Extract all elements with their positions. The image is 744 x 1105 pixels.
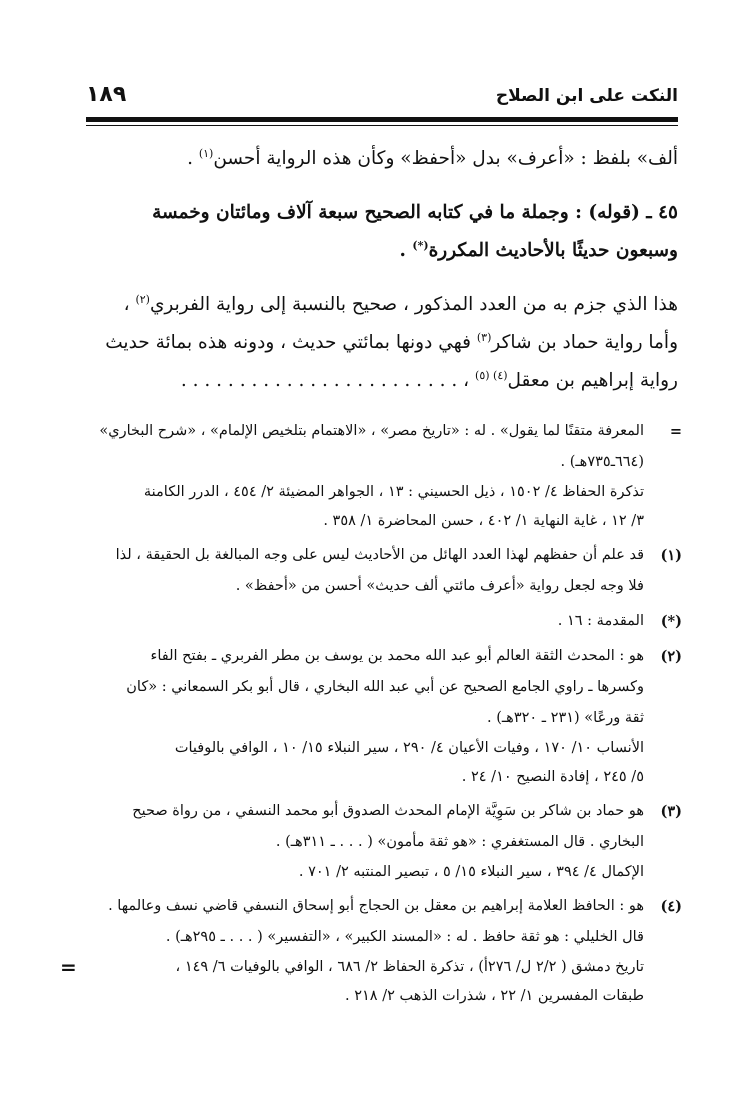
footnote-4 [66,891,682,1011]
footnote-line: قال الخليلي : هو ثقة حافظ . له : «المسند الكبير» ، «التفسير» ( . . . ـ ٢٩٥هـ) . [165,929,644,945]
page-header [86,80,678,110]
header-rule-thin [86,125,678,126]
footnote-ref: (٢) [135,292,150,306]
footnote-1 [66,540,682,602]
footnote-line: وكسرها ـ راوي الجامع الصحيح عن أبي عبد الله البخاري ، قال أبو بكر السمعاني : «كان [126,679,644,695]
continuation-mark: = [60,955,77,979]
header-rule-thick [86,117,678,122]
footnote-ref: (١) [198,146,214,160]
footnote-ref: (*) [412,238,429,252]
section-heading-line: ٤٥ ـ (قوله) : وجملة ما في كتابه الصحيح سبعة آلاف ومائتان وخمسة [152,202,678,223]
footnote-continuation [66,416,682,536]
footnote-ref: (٣) [476,330,492,344]
page-number: ١٨٩ [86,82,127,107]
continuation-marker: = [669,423,682,440]
footnote-line: هو حماد بن شاكر بن سَوِيَّة الإمام المحدث الصدوق أبو محمد النسفي ، من رواة صحيح [132,803,644,819]
footnotes-section [66,416,682,1015]
footnote-line: فلا وجه لجعل رواية «أعرف مائتي ألف حديث» أحسن من «أحفظ» . [235,578,644,594]
footnote-line: المعرفة متقنًا لما يقول» . له : «تاريخ مصر» ، «الاهتمام بتلخيص الإلمام» ، «شرح البخاري» [99,423,644,439]
footnote-marker: (*) [660,613,682,630]
footnote-line: المقدمة : ١٦ . [557,613,644,629]
footnote-marker: (١) [660,547,682,564]
footnote-reference-line: تاريخ دمشق ( ٢/٢ ل/ ٢٧٦أ) ، تذكرة الحفاظ ٢/ ٦٨٦ ، الوافي بالوفيات ٦/ ١٤٩ ، [175,959,644,975]
footnote-marker: (٣) [660,803,682,820]
footnote-reference-line: طبقات المفسرين ١/ ٢٢ ، شذرات الذهب ٢/ ٢١٨ . [345,988,644,1004]
footnote-reference-line: الإكمال ٤/ ٣٩٤ ، سير النبلاء ١٥/ ٥ ، تبصير المنتبه ٢/ ٧٠١ . [298,864,644,880]
text-line: رواية إبراهيم بن معقل$^{(٤) (٥)}$ ، . . . . . . . . . . . . . . . . . . . . . . . . [180,368,678,391]
footnote-2 [66,641,682,792]
footnote-line: هو : المحدث الثقة العالم أبو عبد الله محمد بن يوسف بن مطر الفربري ـ بفتح الفاء [150,648,644,664]
text-line: ألف» بلفظ : «أعرف» بدل «أحفظ» وكأن هذه الرواية أحسن$^{(١)}$ . [187,146,678,169]
footnote-marker: (٢) [660,648,682,665]
footnote-reference-line: ٥/ ٢٤٥ ، إفادة النصيح ١٠/ ٢٤ . [461,769,644,785]
text-line: هذا الذي جزم به من العدد المذكور ، صحيح بالنسبة إلى رواية الفربري$^{(٢)}$ ، [123,292,678,315]
footnote-line: قد علم أن حفظهم لهذا العدد الهائل من الأحاديث ليس على وجه المبالغة بل الحقيقة ، لذا [115,547,644,563]
footnote-marker: (٤) [660,898,682,915]
text-line: وأما رواية حماد بن شاكر$^{(٣)}$ فهي دونها بمائتي حديث ، ودونه هذه بمائة حديث [105,330,678,353]
footnote-ref: (٤) (٥) [475,368,508,382]
footnote-line: (٦٦٤ـ٧٣٥هـ) . [560,454,644,470]
footnote-reference-line: تذكرة الحفاظ ٤/ ١٥٠٢ ، ذيل الحسيني : ١٣ ، الجواهر المضيئة ٢/ ٤٥٤ ، الدرر الكامنة [143,484,644,500]
footnote-reference-line: ٣/ ١٢ ، غاية النهاية ١/ ٤٠٢ ، حسن المحاضرة ١/ ٣٥٨ . [323,513,644,529]
footnote-line: ثقة ورعًا» (٢٣١ ـ ٣٢٠هـ) . [487,710,644,726]
footnote-line: البخاري . قال المستغفري : «هو ثقة مأمون» ( . . . ـ ٣١١هـ) . [275,834,644,850]
section-heading-line: وسبعون حديثًا بالأحاديث المكررة(*) . [399,238,678,261]
footnote-3 [66,796,682,887]
footnote-star [66,606,682,637]
running-title: النكت على ابن الصلاح [495,86,678,106]
main-text [86,140,678,400]
footnote-reference-line: الأنساب ١٠/ ١٧٠ ، وفيات الأعيان ٤/ ٢٩٠ ، سير النبلاء ١٥/ ١٠ ، الوافي بالوفيات [174,740,644,756]
footnote-line: هو : الحافظ العلامة إبراهيم بن معقل بن الحجاج أبو إسحاق النسفي قاضي نسف وعالمها . [108,898,644,914]
